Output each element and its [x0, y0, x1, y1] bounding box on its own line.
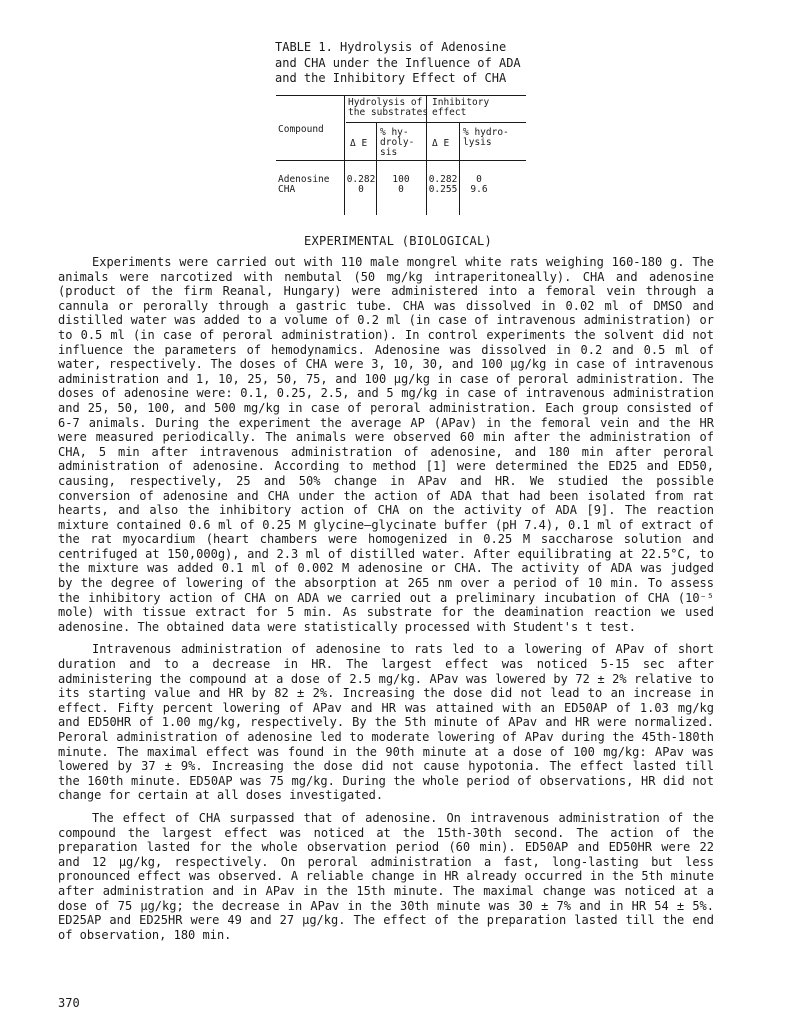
- data-table: [276, 95, 526, 215]
- table-cell: 0.255: [428, 184, 458, 195]
- table-cell: 0: [358, 184, 364, 195]
- table-cell: 100: [392, 174, 410, 185]
- table-cell: 0: [398, 184, 404, 195]
- header-inhibitory: effect: [432, 107, 467, 118]
- paragraph: Intravenous administration of adenosine to rats led to a lowering of APav of short duration and to a decrease in HR. The largest effect was noticed 5-15 sec after administering the compound at a dose of 2.5 mg/kg. APav was lowered by 72 ± 2% relative to its starting value and HR by 82 ± 2%. Increasing the dose did not lead to an increase in effect. Fifty percent lowering of APav and HR was attained with an ED50AP of 1.03 mg/kg and ED50HR of 1.00 mg/kg, respectively. By the 5th minute of APav and HR were normalized. Peroral administration of adenosine led to moderate lowering of APav during the 45th-180th minute. The maximal effect was found in the 90th minute at a dose of 100 mg/kg: APav was lowered by 37 ± 9%. Increasing the dose did not cause hypotonia. The effect lasted till the 160th minute. ED50AP was 75 mg/kg. During the whole period of observations, HR did not change for certain at all doses investigated.: [58, 642, 714, 803]
- table-top-rule: [276, 95, 526, 96]
- table-caption: [275, 40, 575, 87]
- caption-line: and CHA under the Influence of ADA: [275, 55, 521, 70]
- header-hydrolysis: Hydrolysis of: [348, 97, 423, 108]
- header-pct-hydrolysis: % hydro-: [463, 127, 509, 138]
- header-compound: Compound: [278, 124, 324, 135]
- caption-line: and the Inhibitory Effect of CHA: [275, 71, 507, 85]
- table-cell: 0: [476, 174, 482, 185]
- header-pct-hydrolysis: sis: [380, 147, 398, 158]
- table-cell: 0.282: [428, 174, 458, 185]
- paragraph: The effect of CHA surpassed that of adenosine. On intravenous administration of the compound the largest effect was noticed at the 15th-30th second. The action of the preparation lasted for the whole observation period (60 min). ED50AP and ED50HR were 22 and 12 μg/kg, respectively. On peroral administration a fast, long-lasting but less pronounced effect was observed. A reliable change in HR already occurred in the 5th minute after administration and in APav in the 15th minute. The maximal change was noticed at a dose of 75 μg/kg; the decrease in APav in the 30th minute was 30 ± 7% and in HR 54 ± 5%. ED25AP and ED25HR were 49 and 27 μg/kg. The effect of the preparation lasted till the end of observation, 180 min.: [58, 810, 714, 942]
- table-group-rule: [346, 122, 526, 123]
- table-cell-compound: CHA: [278, 184, 296, 195]
- header-pct-hydrolysis: lysis: [463, 137, 492, 148]
- table-cell: 9.6: [470, 184, 488, 195]
- header-delta-e: Δ E: [432, 138, 450, 149]
- header-delta-e: Δ E: [350, 138, 368, 149]
- table-cell-compound: Adenosine: [278, 174, 330, 185]
- table-cell: 0.282: [346, 174, 376, 185]
- header-pct-hydrolysis: % hy-: [380, 127, 409, 138]
- page-number: 370: [58, 996, 80, 1010]
- body-text: [58, 255, 714, 950]
- table-col-rule: [459, 122, 460, 215]
- header-hydrolysis: the substrates: [348, 107, 429, 118]
- table-header-rule: [276, 160, 526, 161]
- table-col-rule: [376, 122, 377, 215]
- caption-line: TABLE 1. Hydrolysis of Adenosine: [275, 40, 507, 54]
- section-title: EXPERIMENTAL (BIOLOGICAL): [303, 234, 493, 248]
- table-col-rule: [344, 95, 345, 215]
- header-inhibitory: Inhibitory: [432, 97, 490, 108]
- paragraph: Experiments were carried out with 110 male mongrel white rats weighing 160-180 g. The animals were narcotized with nembutal (50 mg/kg intraperitoneally). CHA and adenosine (product of the firm Reanal, Hungary) were administered into a femoral vein through a cannula or perorally through a gastric tube. CHA was dissolved in 0.02 ml of DMSO and distilled water was added to a volume of 0.2 ml (in case of intravenous administration) or to 0.5 ml (in case of peroral administration). In control experiments the solvent did not influence the parameters of hemodynamics. Adenosine was dissolved in 0.2 and 0.5 ml of water, respectively. The doses of CHA were 3, 10, 30, and 100 μg/kg in case of intravenous administration and 1, 10, 25, 50, 75, and 100 μg/kg in case of peroral administration. The doses of adenosine were: 0.1, 0.25, 2.5, and 5 mg/kg in case of intravenous administration and 25, 50, 100, and 500 mg/kg in case of peroral administration. Each group consisted of 6-7 animals. During the experiment the average AP (APav) in the femoral vein and the HR were measured periodically. The animals were observed 60 min after the administration of CHA, 5 min after intravenous administration of adenosine, and 180 min after peroral administration of adenosine. According to method [1] were determined the ED25 and ED50, causing, respectively, 25 and 50% change in APav and HR. We studied the possible conversion of adenosine and CHA under the action of ADA that had been isolated from rat hearts, and also the inhibitory action of CHA on the activity of ADA [9]. The reaction mixture contained 0.6 ml of 0.25 M glycine–glycinate buffer (pH 7.4), 0.1 ml of extract of the rat myocardium (heart chambers were homogenized in 0.25 M saccharose solution and centrifuged at 150,000g), and 2.3 ml of distilled water. After equilibrating at 22.5°C, to the mixture was added 0.1 ml of 0.002 M adenosine or CHA. The activity of ADA was judged by the degree of lowering of the absorption at 265 nm over a period of 10 min. To assess the inhibitory action of CHA on ADA we carried out a preliminary incubation of CHA (10⁻⁵ mole) with tissue extract for 5 min. As substrate for the deamination reaction we used adenosine. The obtained data were statistically processed with Student's t test.: [58, 255, 714, 634]
- header-pct-hydrolysis: droly-: [380, 137, 415, 148]
